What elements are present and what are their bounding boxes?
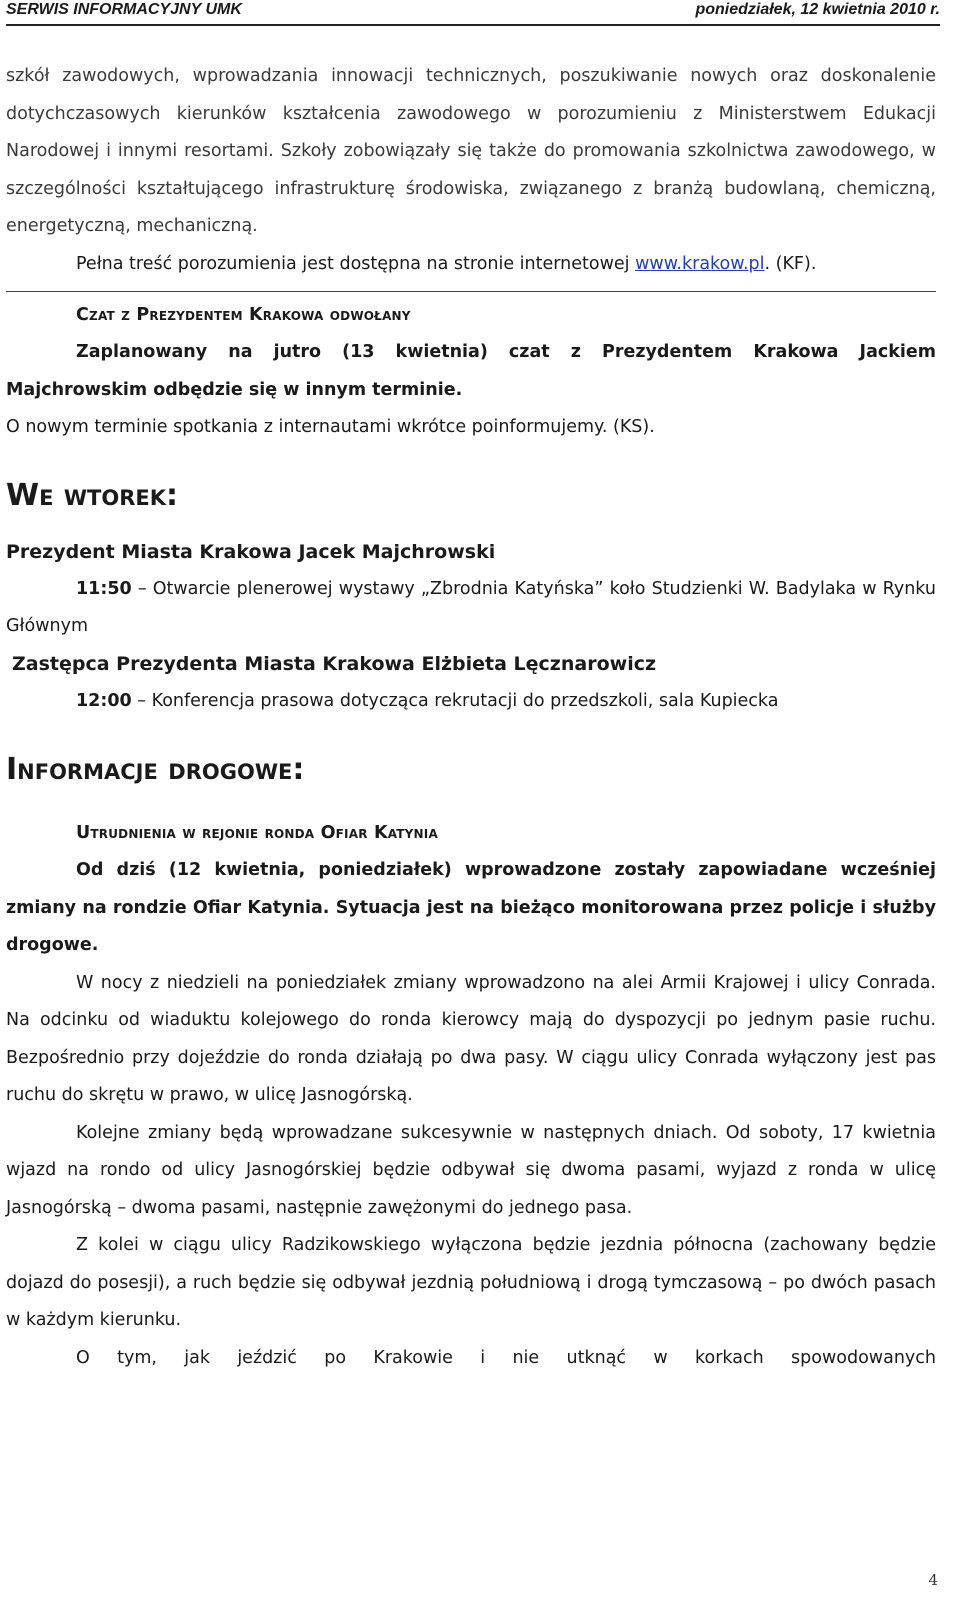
czat-paragraph: O nowym terminie spotkania z internautami wkrótce poinformujemy. (KS).	[6, 417, 655, 437]
event-1-text: – Otwarcie plenerowej wystawy „Zbrodnia Katyńska” koło Studzienki W. Badylaka w Rynku Głównym	[6, 578, 936, 636]
section-divider	[6, 291, 936, 292]
drogowe-subheading: Utrudnienia w rejonie ronda Ofiar Katynia	[76, 823, 438, 843]
intro-link-end: . (KF).	[764, 253, 817, 274]
krakow-link[interactable]: www.krakow.pl	[635, 253, 765, 274]
event-2-time: 12:00	[76, 690, 132, 711]
person-deputy: Zastępca Prezydenta Miasta Krakowa Elżbieta Lęcznarowicz	[12, 652, 657, 675]
drogowe-paragraph-3: Z kolei w ciągu ulicy Radzikowskiego wyłączona będzie jezdnia północna (zachowany będzie dojazd do posesji), a ruch będzie się odbywał jezdnią południową i drogą tymczasową – po dwóch pasach w każdym kierunku.	[6, 1235, 936, 1330]
page-header	[6, 0, 940, 26]
page-number: 4	[928, 1571, 938, 1589]
drogowe-heading: Informacje drogowe:	[6, 752, 305, 787]
person-mayor: Prezydent Miasta Krakowa Jacek Majchrowski	[6, 540, 496, 563]
event-1	[6, 571, 936, 646]
page-content	[6, 58, 936, 1377]
drogowe-paragraph-4: O tym, jak jeździć po Krakowie i nie utknąć w korkach spowodowanych	[76, 1347, 936, 1368]
wtorek-heading: We wtorek:	[6, 477, 179, 513]
event-2	[6, 683, 936, 721]
drogowe-bold-paragraph: Od dziś (12 kwietnia, poniedziałek) wprowadzone zostały zapowiadane wcześniej zmiany na rondzie Ofiar Katynia. Sytuacja jest na bieżąco monitorowana przez policje i służby drogowe.	[6, 860, 936, 955]
czat-heading: Czat z Prezydentem Krakowa odwołany	[76, 305, 411, 325]
drogowe-paragraph-2: Kolejne zmiany będą wprowadzane sukcesywnie w następnych dniach. Od soboty, 17 kwietnia wjazd na rondo od ulicy Jasnogórskiej będzie odbywał się dwoma pasami, wyjazd z ronda w ulicę Jasnogórską – dwoma pasami, następnie zawężonymi do jednego pasa.	[6, 1122, 936, 1218]
czat-bold-paragraph: Zaplanowany na jutro (13 kwietnia) czat z Prezydentem Krakowa Jackiem Majchrowskim odbędzie się w innym terminie.	[6, 342, 936, 400]
drogowe-paragraph-1: W nocy z niedzieli na poniedziałek zmiany wprowadzono na alei Armii Krajowej i ulicy Conrada. Na odcinku od wiaduktu kolejowego do ronda kierowcy mają do dyspozycji po jednym pasie ruchu. Bezpośrednio przy dojeździe do ronda działają po dwa pasy. W ciągu ulicy Conrada wyłączony jest pas ruchu do skrętu w prawo, w ulicę Jasnogórską.	[6, 972, 936, 1105]
intro-link-text: Pełna treść porozumienia jest dostępna na stronie internetowej	[76, 253, 636, 274]
event-1-time: 11:50	[76, 578, 132, 599]
intro-link-paragraph	[6, 246, 936, 284]
event-2-text: – Konferencja prasowa dotycząca rekrutacji do przedszkoli, sala Kupiecka	[131, 690, 779, 711]
header-date: poniedziałek, 12 kwietnia 2010 r.	[695, 1, 940, 18]
header-title: SERWIS INFORMACYJNY UMK	[6, 1, 242, 18]
intro-paragraph: szkół zawodowych, wprowadzania innowacji technicznych, poszukiwanie nowych oraz doskonalenie dotychczasowych kierunków kształcenia zawodowego w porozumieniu z Ministerstwem Edukacji Narodowej i innymi resortami. Szkoły zobowiązały się także do promowania szkolnictwa zawodowego, w szczególności kształtującego infrastrukturę środowiska, związanego z branżą budowlaną, chemiczną, energetyczną, mechaniczną.	[6, 66, 936, 236]
